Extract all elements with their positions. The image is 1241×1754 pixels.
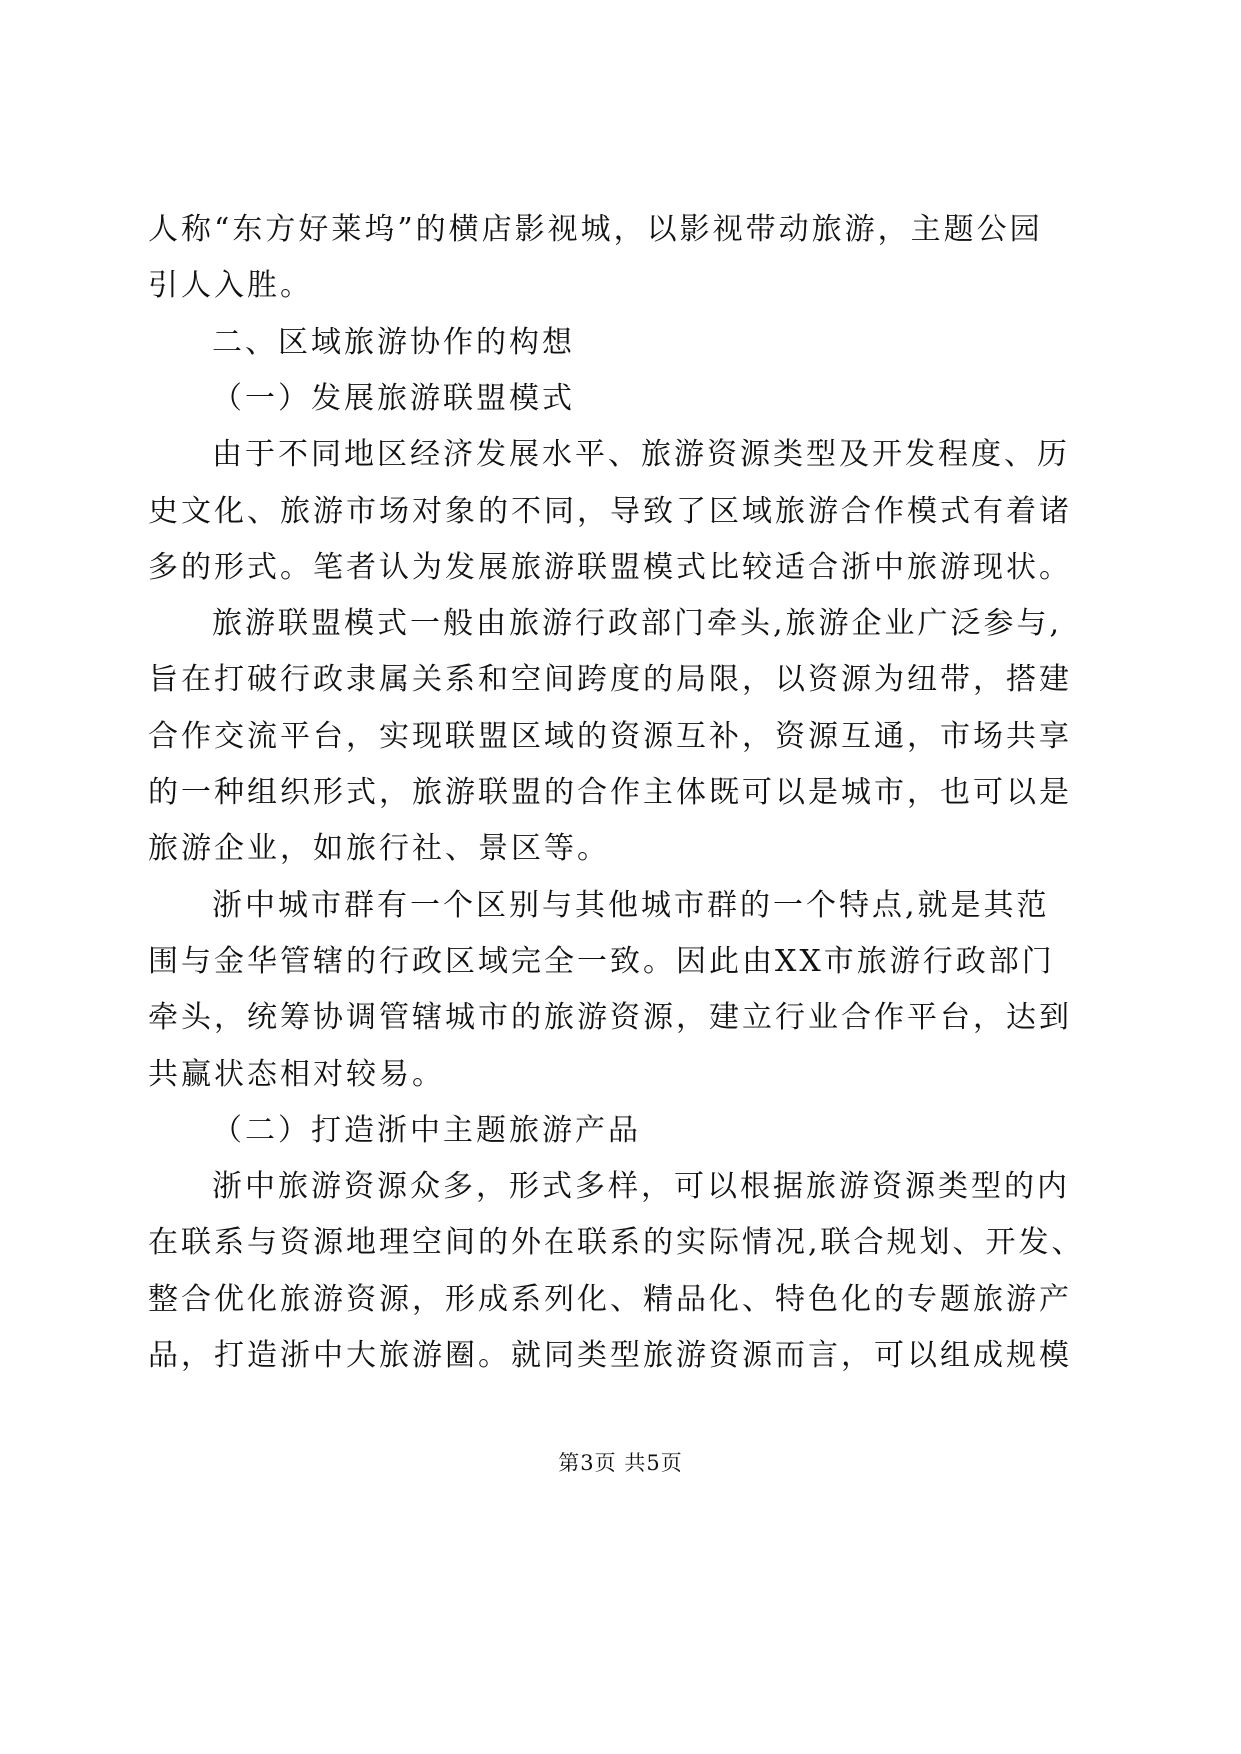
text-line: 人称“东方好莱坞”的横店影视城，以影视带动旅游，主题公园 — [148, 212, 1043, 247]
text-line: 引人入胜。 — [148, 268, 313, 304]
section-heading: （二）打造浙中主题旅游产品 — [212, 1112, 641, 1148]
text-line: 的一种组织形式，旅游联盟的合作主体既可以是城市，也可以是 — [148, 775, 1072, 810]
page-footer: 第3页 共5页 — [558, 1451, 683, 1475]
text-line: 品，打造浙中大旅游圈。就同类型旅游资源而言，可以组成规模 — [148, 1338, 1072, 1373]
text-line: 史文化、旅游市场对象的不同，导致了区域旅游合作模式有着诸 — [148, 493, 1072, 529]
text-line: 浙中旅游资源众多，形式多样，可以根据旅游资源类型的内 — [212, 1169, 1070, 1205]
text-line: 多的形式。笔者认为发展旅游联盟模式比较适合浙中旅游现状。 — [148, 549, 1072, 585]
text-line: 牵头，统筹协调管辖城市的旅游资源，建立行业合作平台，达到 — [148, 1000, 1072, 1036]
text-line: 旨在打破行政隶属关系和空间跨度的局限，以资源为纽带，搭建 — [148, 662, 1072, 698]
text-line: 旅游企业，如旅行社、景区等。 — [148, 831, 610, 867]
text-line: 共赢状态相对较易。 — [148, 1056, 445, 1092]
text-line: 合作交流平台，实现联盟区域的资源互补，资源互通，市场共享 — [148, 718, 1072, 754]
text-line: 浙中城市群有一个区别与其他城市群的一个特点,就是其范 — [212, 887, 1050, 923]
text-line: 在联系与资源地理空间的外在联系的实际情况,联合规划、开发、 — [148, 1225, 1085, 1261]
section-heading: （一）发展旅游联盟模式 — [212, 380, 575, 416]
text-line: 围与金华管辖的行政区域完全一致。因此由XX市旅游行政部门 — [148, 943, 1055, 979]
text-line: 由于不同地区经济发展水平、旅游资源类型及开发程度、历 — [212, 437, 1070, 473]
text-line: 整合优化旅游资源，形成系列化、精品化、特色化的专题旅游产 — [148, 1281, 1072, 1317]
section-heading: 二、区域旅游协作的构想 — [212, 324, 575, 360]
text-line: 旅游联盟模式一般由旅游行政部门牵头,旅游企业广泛参与, — [212, 606, 1063, 642]
